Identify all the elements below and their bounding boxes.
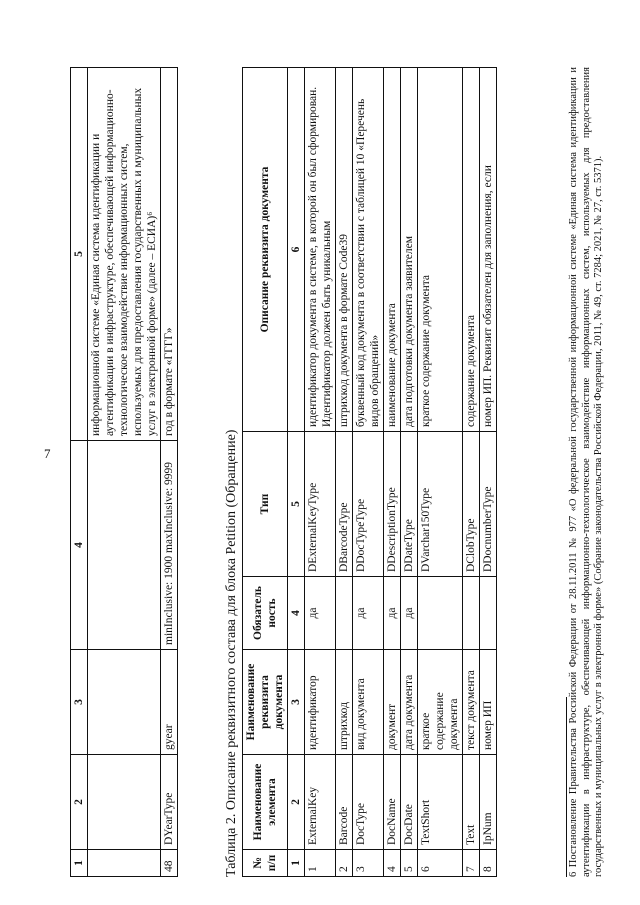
- footnote-divider: [566, 697, 567, 877]
- cell-required: да: [401, 577, 418, 650]
- cell-description: идентификатор документа в системе, в которой он был сформирован. Идентификатор должен быть уникальным: [305, 68, 336, 432]
- cell-element: TextShort: [418, 755, 463, 850]
- page-number: 7: [44, 446, 51, 461]
- cell-element: Barcode: [336, 755, 353, 850]
- col-number: 1: [288, 850, 305, 877]
- cell-description: дата подготовки документа заявителем: [401, 68, 418, 432]
- cell-num: 2: [336, 850, 353, 877]
- header-type: Тип: [243, 432, 288, 577]
- petition-table: [242, 67, 497, 877]
- cell-num: 4: [384, 850, 401, 877]
- cell-num: 8: [480, 850, 497, 877]
- cell-element: ExternalKey: [305, 755, 336, 850]
- cell-name: штрихкод: [336, 650, 353, 755]
- col-number: 3: [71, 650, 88, 755]
- cell-type: DDescriptionType: [384, 432, 401, 577]
- header-required: Обязатель ность: [243, 577, 288, 650]
- table-row: [418, 68, 463, 877]
- cell-required: да: [305, 577, 336, 650]
- table-row: [305, 68, 336, 877]
- cell-name: документ: [384, 650, 401, 755]
- cell-description: информационной системе «Единая система идентификации и аутентификации в инфраструктуре, обеспечивающей информационно-технологическое взаимодействие информационных систем, используемых для предоставления государственных и муниципальных услуг в электронной форме» (далее – ЕСИА)⁶: [88, 68, 161, 441]
- col-number: 4: [288, 577, 305, 650]
- table-row: [480, 68, 497, 877]
- cell-name: вид документа: [353, 650, 384, 755]
- cell-name: номер ИП: [480, 650, 497, 755]
- cell-element: DYearType: [161, 755, 178, 850]
- header-num: № п/п: [243, 850, 288, 877]
- table-body: [305, 68, 497, 877]
- cell-element: DocType: [353, 755, 384, 850]
- cell-element: IpNum: [480, 755, 497, 850]
- cell-name: идентификатор: [305, 650, 336, 755]
- cell-name: gyear: [161, 650, 178, 755]
- cell-name: дата документа: [401, 650, 418, 755]
- cell-required: [336, 577, 353, 650]
- cell-description: содержание документа: [463, 68, 480, 432]
- cell-num: 6: [418, 850, 463, 877]
- cell-type: DExternalKeyType: [305, 432, 336, 577]
- cell-type: DBarcodeType: [336, 432, 353, 577]
- table-row: [353, 68, 384, 877]
- cell-type: DDocnumberType: [480, 432, 497, 577]
- table-row: [401, 68, 418, 877]
- table-column-numbers: [288, 68, 305, 877]
- table-row: [463, 68, 480, 877]
- table-header-row: [243, 68, 288, 877]
- table-row: [336, 68, 353, 877]
- table-column-numbers: [71, 68, 88, 877]
- cell-type: DDateType: [401, 432, 418, 577]
- table-caption: Таблица 2. Описание реквизитного состава для блока Petition (Обращение): [224, 429, 239, 877]
- col-number: 2: [71, 755, 88, 850]
- col-number: 5: [71, 68, 88, 441]
- cell-type: DClobType: [463, 432, 480, 577]
- cell-required: да: [353, 577, 384, 650]
- cell-required: minInclusive: 1900 maxInclusive: 9999: [161, 441, 178, 650]
- header-element: Наименование элемента: [243, 755, 288, 850]
- cell-description: номер ИП. Реквизит обязателен для заполнения, если: [480, 68, 497, 432]
- table-row: [161, 68, 178, 877]
- cell-required: [480, 577, 497, 650]
- table-row: [384, 68, 401, 877]
- col-number: 3: [288, 650, 305, 755]
- cell-element: DocName: [384, 755, 401, 850]
- cell-num: 1: [305, 850, 336, 877]
- cell-type: DVarchar150Type: [418, 432, 463, 577]
- cell-required: да: [384, 577, 401, 650]
- col-number: 1: [71, 850, 88, 877]
- header-name: Наименование реквизита документа: [243, 650, 288, 755]
- cell-element: Text: [463, 755, 480, 850]
- cell-num: 7: [463, 850, 480, 877]
- col-number: 6: [288, 68, 305, 432]
- cell-num: 5: [401, 850, 418, 877]
- cell-required: [463, 577, 480, 650]
- cell-description: буквенный код документа в соответствии с таблицей 10 «Перечень видов обращений»: [353, 68, 384, 432]
- cell-num: 48: [161, 850, 178, 877]
- footnote: 6 Постановление Правительства Российской Федерации от 28.11.2011 № 977 «О федеральной государственной информационной системе «Единая система идентификации и аутентификации в инфраструктуре, обеспечивающей информационно-технологическое взаимодействие информационных систем, используемых для предоставления государственных и муниципальных услуг в электронной форме» (Собрание законодательства Российской Федерации, 2011, № 49, ст. 7284; 2021, № 27, ст. 5371).: [568, 67, 604, 877]
- cell-required: [418, 577, 463, 650]
- cell-description: краткое содержание документа: [418, 68, 463, 432]
- col-number: 2: [288, 755, 305, 850]
- table-row: [88, 68, 161, 877]
- cell-name: краткое содержание документа: [418, 650, 463, 755]
- col-number: 4: [71, 441, 88, 650]
- cell-description: год в формате «ГГГГ»: [161, 68, 178, 441]
- continued-table: [70, 67, 178, 877]
- cell-num: 3: [353, 850, 384, 877]
- cell-description: штрихкод документа в формате Code39: [336, 68, 353, 432]
- cell-name: текст документа: [463, 650, 480, 755]
- col-number: 5: [288, 432, 305, 577]
- header-description: Описание реквизита документа: [243, 68, 288, 432]
- cell-element: DocDate: [401, 755, 418, 850]
- cell-type: DDocTypeType: [353, 432, 384, 577]
- cell-description: наименование документа: [384, 68, 401, 432]
